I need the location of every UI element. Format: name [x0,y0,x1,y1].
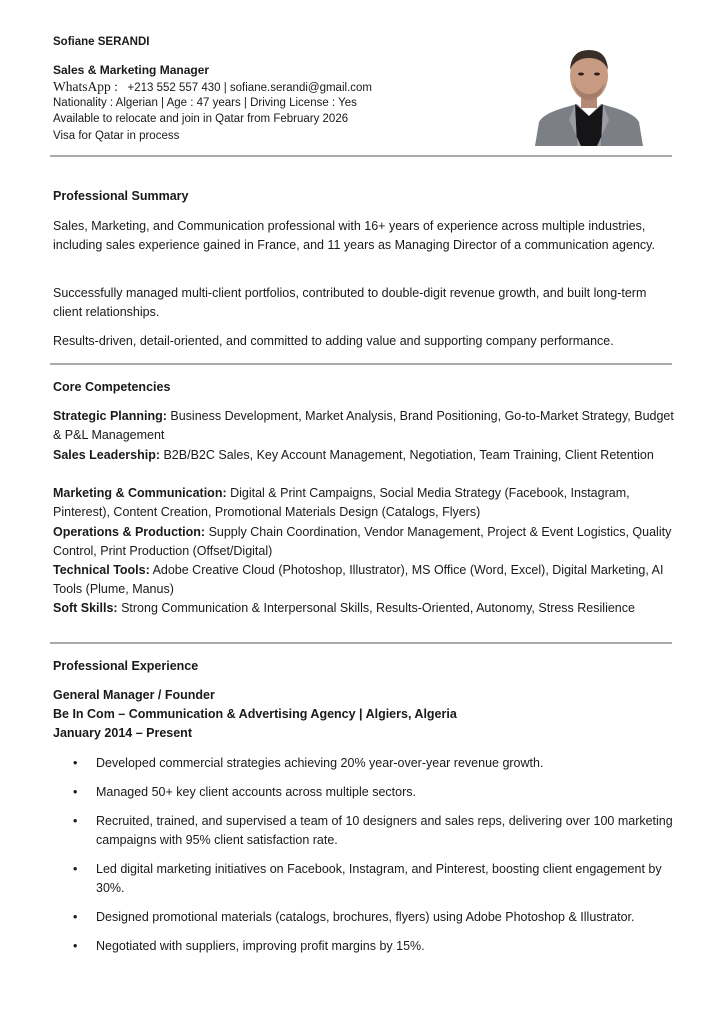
phone-email: +213 552 557 430 | sofiane.serandi@gmail.com [127,82,372,94]
competency-label: Technical Tools: [53,563,150,577]
candidate-role: Sales & Marketing Manager [53,63,210,77]
availability-line: Available to relocate and join in Qatar from February 2026 [53,113,349,125]
competency-label: Soft Skills: [53,601,118,615]
bullet-text: Developed commercial strategies achieving 20% year-over-year revenue growth. [96,756,544,770]
competency-item [53,523,678,561]
competency-item [53,407,678,445]
summary-paragraph: Successfully managed multi-client portfolios, contributed to double-digit revenue growth, and built long-term client relationships. [53,286,647,319]
candidate-name: Sofiane SERANDI [53,36,150,48]
experience-heading: Professional Experience [53,659,199,673]
job-dates: January 2014 – Present [53,726,192,740]
job-position: General Manager / Founder [53,688,215,702]
bullet-text: Recruited, trained, and supervised a team of 10 designers and sales reps, delivering over 100 marketing campaigns with 95% client satisfaction rate. [96,814,673,847]
profile-photo [533,42,645,146]
list-item [73,812,683,849]
list-item [73,860,683,897]
personal-details: Nationality : Algerian | Age : 47 years | Driving License : Yes [53,97,357,109]
competency-label: Strategic Planning: [53,409,167,423]
competencies-heading: Core Competencies [53,380,171,394]
bullet-icon: • [73,785,78,799]
bullet-icon: • [73,939,78,953]
divider [50,155,672,157]
summary-paragraph: Results-driven, detail-oriented, and committed to adding value and supporting company performance. [53,334,614,348]
competency-text: B2B/B2C Sales, Key Account Management, Negotiation, Team Training, Client Retention [160,448,654,462]
competency-item [53,561,678,599]
bullet-icon: • [73,910,78,924]
competency-label: Sales Leadership: [53,448,160,462]
competency-text: Adobe Creative Cloud (Photoshop, Illustrator), MS Office (Word, Excel), Digital Marketing, AI Tools (Plume, Manus) [53,563,664,596]
contact-line [53,79,372,95]
competency-text: Supply Chain Coordination, Vendor Management, Project & Event Logistics, Quality Control, Print Production (Offset/Digital) [53,525,672,558]
competency-label: Marketing & Communication: [53,486,227,500]
competency-text: Business Development, Market Analysis, Brand Positioning, Go-to-Market Strategy, Budget & P&L Management [53,409,674,442]
competency-label: Operations & Production: [53,525,206,539]
competency-item [53,599,693,618]
list-item [73,908,693,927]
bullet-icon: • [73,862,78,876]
divider [50,642,672,644]
list-item [73,783,683,802]
bullet-text: Designed promotional materials (catalogs, brochures, flyers) using Adobe Photoshop & Illustrator. [96,910,635,924]
list-item [73,937,683,956]
summary-heading: Professional Summary [53,189,189,203]
list-item [73,754,683,773]
competency-item [53,484,678,522]
competency-text: Strong Communication & Interpersonal Skills, Results-Oriented, Autonomy, Stress Resilience [117,601,635,615]
summary-paragraph: Sales, Marketing, and Communication professional with 16+ years of experience across multiple industries, including sales experience gained in France, and 11 years as Managing Director of a communication agency. [53,219,655,252]
bullet-text: Managed 50+ key client accounts across multiple sectors. [96,785,416,799]
competency-item [53,446,678,465]
whatsapp-label: WhatsApp : [53,79,118,94]
person-portrait-icon [533,42,645,146]
bullet-icon: • [73,756,78,770]
visa-line: Visa for Qatar in process [53,130,180,142]
divider [50,363,672,365]
competency-text: Digital & Print Campaigns, Social Media Strategy (Facebook, Instagram, Pinterest), Content Creation, Promotional Materials Design (Catalogs, Flyers) [53,486,630,519]
bullet-text: Negotiated with suppliers, improving profit margins by 15%. [96,939,425,953]
bullet-text: Led digital marketing initiatives on Facebook, Instagram, and Pinterest, boosting client engagement by 30%. [96,862,662,895]
job-company: Be In Com – Communication & Advertising Agency | Algiers, Algeria [53,707,457,721]
bullet-icon: • [73,814,78,828]
